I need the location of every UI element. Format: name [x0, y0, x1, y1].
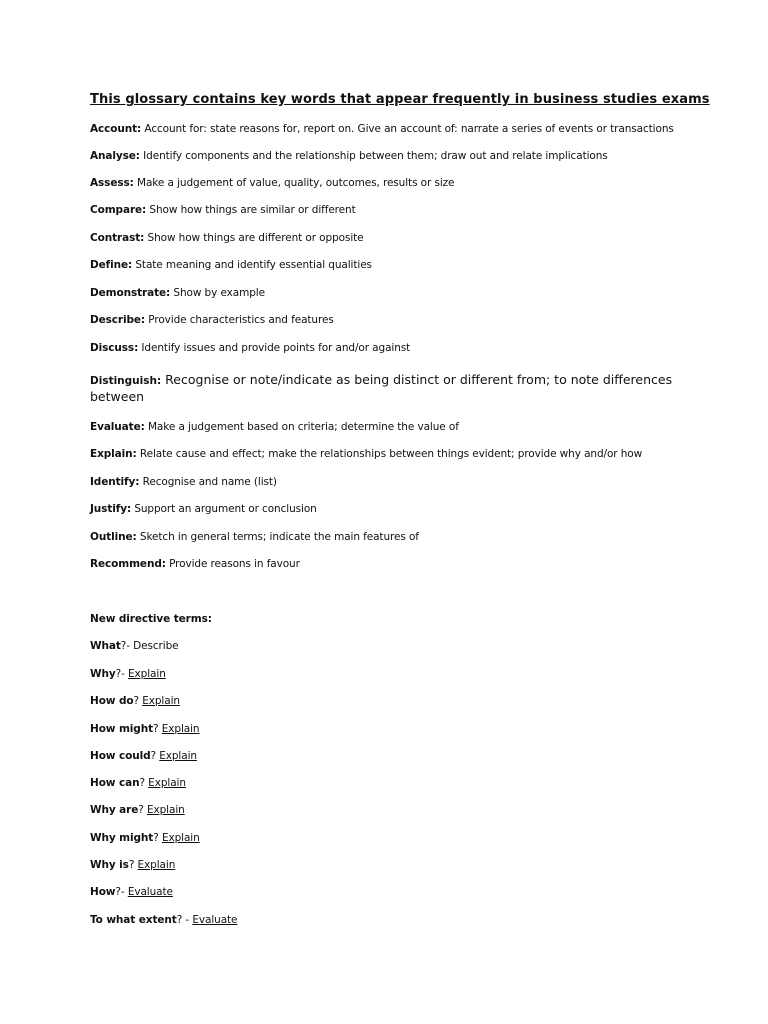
- directive-term: How could: [90, 750, 151, 762]
- glossary-term: Define:: [90, 259, 133, 271]
- directive-term: How might: [90, 723, 154, 735]
- glossary-entry-outline: [90, 530, 419, 544]
- glossary-term: Identify:: [90, 476, 140, 488]
- glossary-definition: Recognise and name (list): [142, 476, 277, 488]
- directive-answer: Explain: [161, 832, 200, 844]
- glossary-entry-define: [90, 258, 372, 272]
- directive-separator: ?: [153, 832, 162, 844]
- glossary-definition: Account for: state reasons for, report on. Give an account of: narrate a series of events or transactions: [144, 123, 674, 135]
- glossary-entry-assess: [90, 176, 454, 190]
- glossary-entry-describe: [90, 313, 334, 327]
- directive-term: How do: [90, 695, 134, 707]
- directive-separator: ?-: [115, 886, 128, 898]
- glossary-definition: Show how things are different or opposite: [147, 232, 364, 244]
- glossary-definition: Provide reasons in favour: [169, 558, 300, 570]
- directive-separator: ?: [153, 723, 162, 735]
- directive-answer: Explain: [142, 695, 180, 707]
- glossary-entry-discuss: [90, 341, 410, 355]
- glossary-term: Justify:: [90, 503, 132, 515]
- directive-separator: ?-: [115, 668, 129, 680]
- glossary-entry-explain: [90, 447, 642, 461]
- glossary-entry-identify: [90, 475, 277, 489]
- glossary-definition: Support an argument or conclusion: [134, 503, 317, 515]
- directive-separator: ? -: [176, 914, 193, 926]
- directive-answer: Explain: [137, 859, 176, 871]
- directive-answer: Evaluate: [192, 914, 238, 926]
- glossary-term: Distinguish:: [90, 375, 162, 387]
- glossary-definition: State meaning and identify essential qualities: [135, 259, 372, 271]
- glossary-definition: Relate cause and effect; make the relationships between things evident; provide why and/or how: [139, 448, 643, 460]
- glossary-term: Recommend:: [90, 558, 166, 570]
- directive-why: [90, 667, 166, 681]
- directive-how-do: [90, 694, 180, 708]
- glossary-definition: Identify components and the relationship between them; draw out and relate implications: [143, 150, 608, 162]
- glossary-term: Outline:: [90, 531, 137, 543]
- glossary-definition: Recognise or note/indicate as being distinct or different from; to note differences between: [90, 372, 673, 404]
- glossary-entry-analyse: [90, 149, 608, 163]
- glossary-definition: Show by example: [173, 287, 265, 299]
- glossary-term: Demonstrate:: [90, 287, 171, 299]
- directive-answer: Explain: [148, 777, 186, 789]
- directive-why-is: [90, 858, 175, 872]
- glossary-definition: Make a judgement based on criteria; determine the value of: [147, 421, 459, 433]
- glossary-term: Analyse:: [90, 150, 140, 162]
- directive-term: To what extent: [90, 914, 177, 926]
- directive-separator: ?-: [120, 640, 134, 652]
- directive-term: How can: [90, 777, 140, 789]
- glossary-term: Assess:: [90, 177, 134, 189]
- directive-answer: Describe: [133, 640, 179, 652]
- directive-term: Why might: [90, 832, 154, 844]
- directive-separator: ?: [133, 695, 143, 707]
- glossary-term: Evaluate:: [90, 421, 145, 433]
- glossary-definition: Show how things are similar or different: [149, 204, 356, 216]
- directive-separator: ?: [138, 804, 147, 816]
- glossary-entry-demonstrate: [90, 286, 265, 300]
- glossary-entry-compare: [90, 203, 356, 217]
- glossary-definition: Make a judgement of value, quality, outcomes, results or size: [137, 177, 455, 189]
- directive-term: Why is: [90, 859, 129, 871]
- directive-answer: Explain: [161, 723, 200, 735]
- directive-how-can: [90, 776, 186, 790]
- glossary-definition: Provide characteristics and features: [148, 314, 334, 326]
- directive-answer: Evaluate: [127, 886, 173, 898]
- glossary-term: Contrast:: [90, 232, 145, 244]
- glossary-definition: Identify issues and provide points for and/or against: [141, 342, 411, 354]
- directive-why-are: [90, 803, 185, 817]
- directive-how: [90, 885, 173, 899]
- directive-term: What: [90, 640, 121, 652]
- glossary-entry-evaluate: [90, 420, 459, 434]
- directive-term: Why are: [90, 804, 139, 816]
- glossary-entry-recommend: [90, 557, 300, 571]
- page-title: This glossary contains key words that appear frequently in business studies exams: [90, 92, 710, 107]
- glossary-entry-justify: [90, 502, 317, 516]
- glossary-definition: Sketch in general terms; indicate the main features of: [139, 531, 419, 543]
- glossary-term: Account:: [90, 123, 142, 135]
- directive-heading: New directive terms:: [90, 613, 212, 625]
- glossary-entry-account: [90, 122, 674, 136]
- directive-why-might: [90, 831, 200, 845]
- directive-term: Why: [90, 668, 116, 680]
- directive-answer: Explain: [159, 750, 197, 762]
- glossary-term: Discuss:: [90, 342, 139, 354]
- directive-answer: Explain: [128, 668, 166, 680]
- glossary-entry-contrast: [90, 231, 364, 245]
- directive-to-what-extent: [90, 913, 237, 927]
- directive-term: How: [90, 886, 116, 898]
- glossary-entry-distinguish: [90, 372, 680, 405]
- directive-answer: Explain: [146, 804, 185, 816]
- directive-separator: ?: [128, 859, 138, 871]
- directive-how-could: [90, 749, 197, 763]
- glossary-term: Describe:: [90, 314, 146, 326]
- glossary-term: Compare:: [90, 204, 147, 216]
- directive-separator: ?: [150, 750, 160, 762]
- directive-separator: ?: [139, 777, 149, 789]
- directive-how-might: [90, 722, 199, 736]
- directive-what: [90, 639, 179, 653]
- glossary-term: Explain:: [90, 448, 137, 460]
